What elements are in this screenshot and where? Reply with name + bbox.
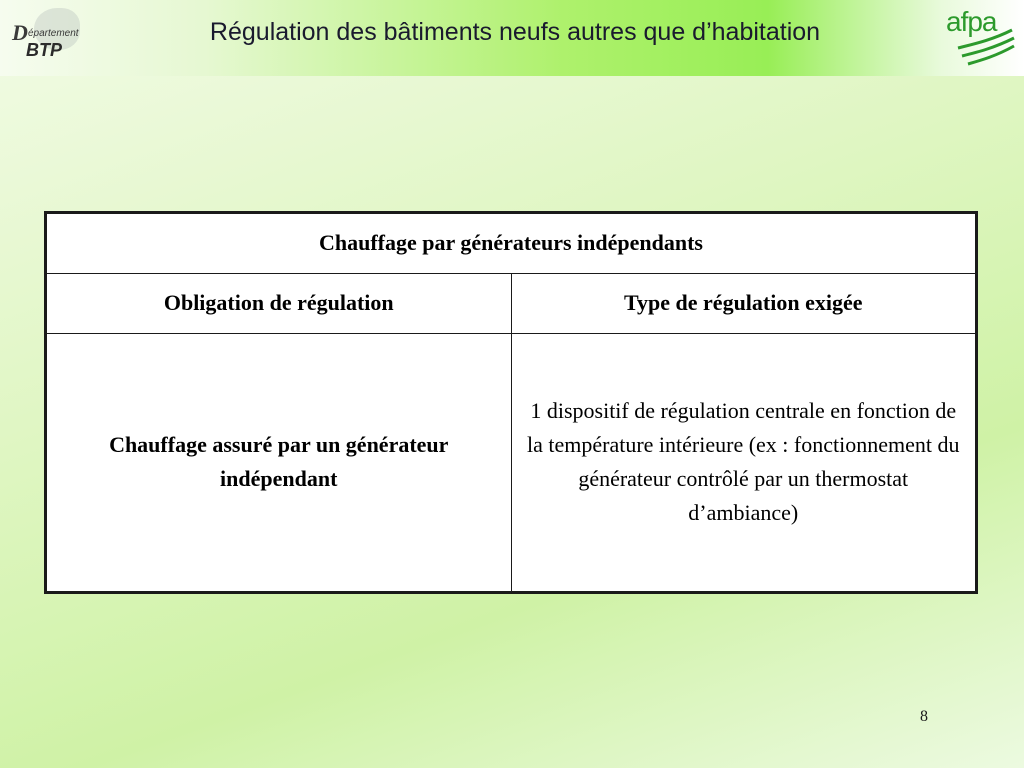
afpa-swoosh-icon: [944, 4, 1020, 72]
slide-header: [0, 0, 1024, 76]
logo-word: épartement: [28, 28, 79, 39]
cell-type: 1 dispositif de régulation centrale en fonction de la température intérieure (ex : fonctionnement du générateur contrôlé par un thermostat d’ambiance): [511, 333, 975, 591]
afpa-logo-text: afpa: [946, 6, 997, 37]
cell-obligation: Chauffage assuré par un générateur indépendant: [47, 333, 511, 591]
page-title: Régulation des bâtiments neufs autres que d’habitation: [209, 18, 821, 46]
column-header-type: Type de régulation exigée: [511, 273, 975, 333]
logo-brand: BTP: [26, 40, 62, 60]
table-row: [47, 333, 975, 591]
logo-letter: D: [12, 20, 28, 45]
regulation-table: [44, 211, 978, 594]
page-number: 8: [920, 708, 928, 725]
column-header-obligation: Obligation de régulation: [47, 273, 511, 333]
table-title: Chauffage par générateurs indépendants: [47, 214, 975, 273]
departement-btp-logo: [4, 6, 90, 66]
afpa-logo: [944, 4, 1020, 72]
